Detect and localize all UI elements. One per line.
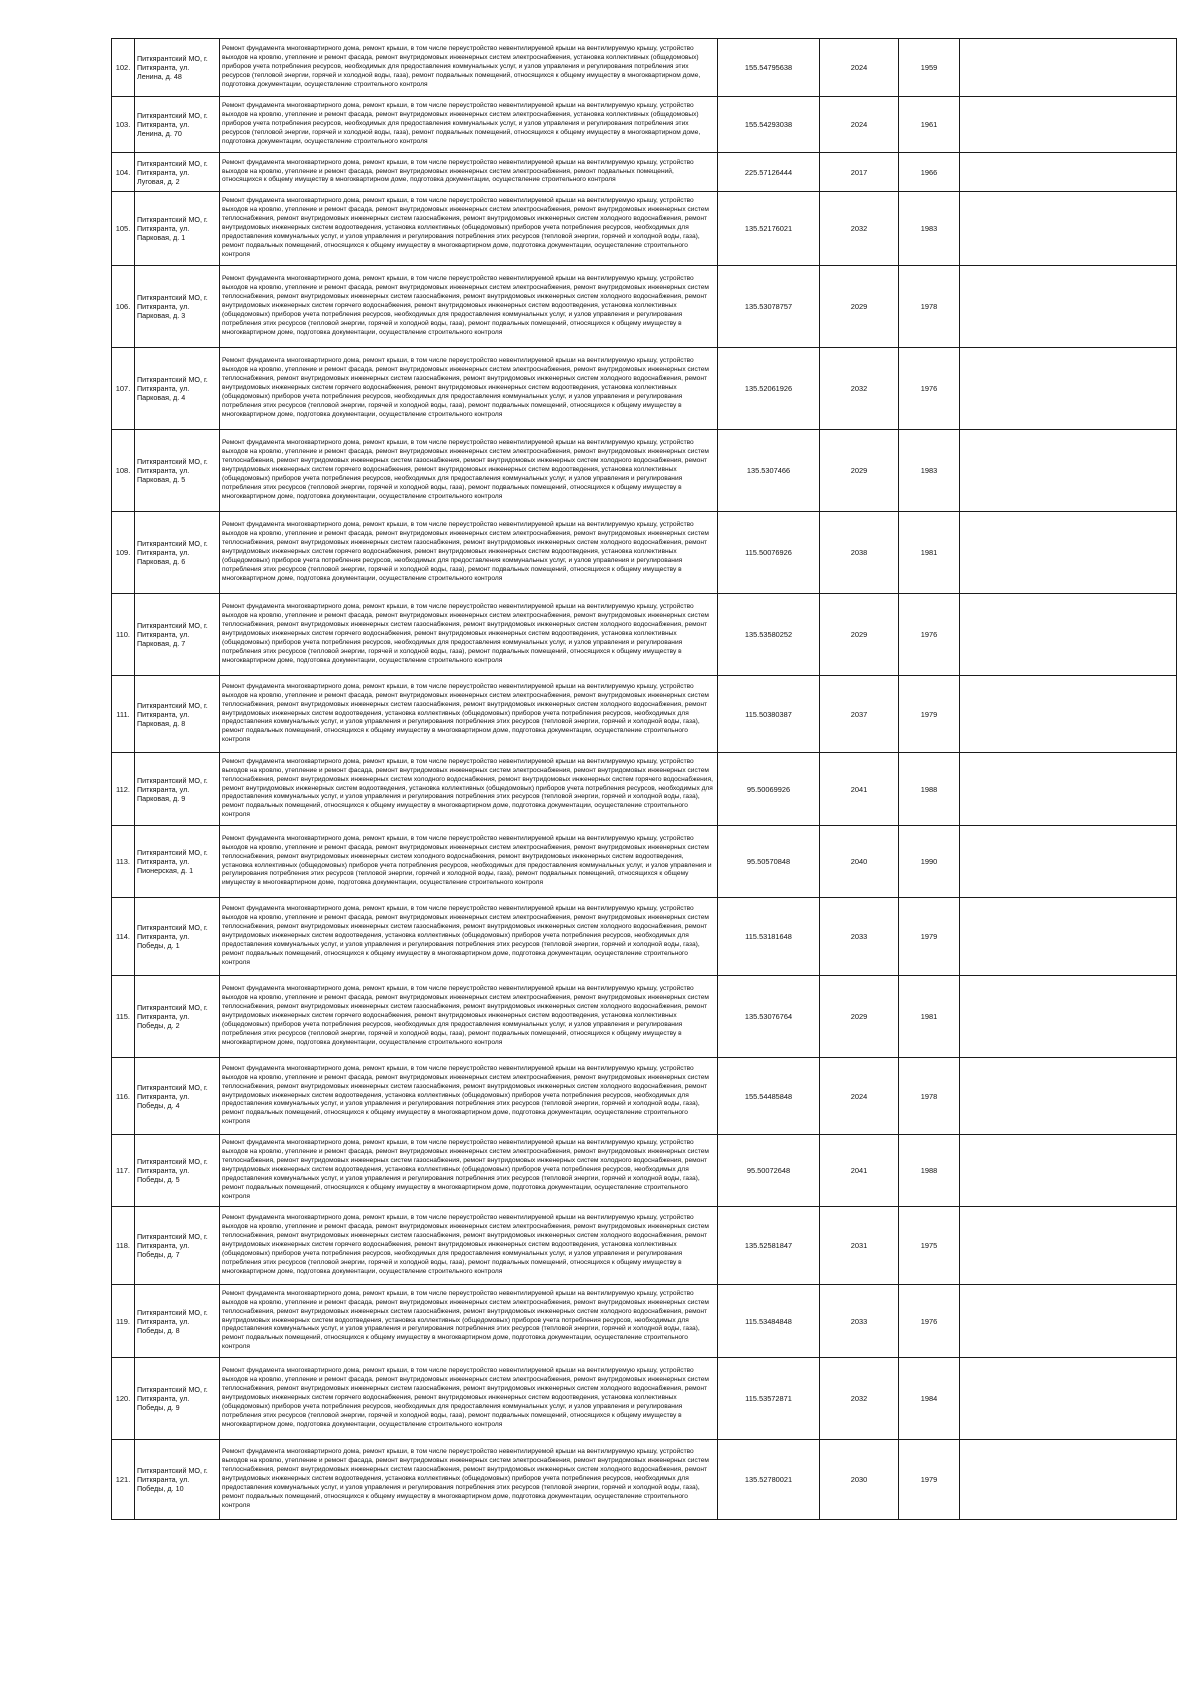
row-number: 112. [112, 753, 135, 826]
row-address: Питкярантский МО, г. Питкяранта, ул. Победы, д. 10 [135, 1440, 220, 1520]
row-number: 106. [112, 266, 135, 348]
row-plan-year: 2024 [820, 39, 899, 97]
row-cost: 115.50076926 [718, 512, 820, 594]
row-plan-year: 2029 [820, 594, 899, 676]
row-cost: 135.52780021 [718, 1440, 820, 1520]
table-row [112, 1285, 1177, 1358]
row-number: 104. [112, 153, 135, 192]
row-number: 105. [112, 192, 135, 266]
row-address: Питкярантский МО, г. Питкяранта, ул. Пионерская, д. 1 [135, 826, 220, 898]
row-number: 120. [112, 1358, 135, 1440]
row-address: Питкярантский МО, г. Питкяранта, ул. Парковая, д. 4 [135, 348, 220, 430]
row-works-list: Ремонт фундамента многоквартирного дома, ремонт крыши, в том числе переустройство невентилируемой крыши на вентилируемую крышу, устройство выходов на кровлю, утепление и ремонт фасада, ремонт внутридомовых инженерных систем электроснабжения, ремонт внутридомовых инженерных систем теплоснабжения, ремонт внутридомовых инженерных систем газоснабжения, ремонт внутридомовых инженерных систем холодного водоснабжения, ремонт внутридомовых инженерных систем водоотведения, установка коллективных (общедомовых) приборов учета потребления ресурсов, необходимых для предоставления коммунальных услуг, и узлов управления и регулирования потребления этих ресурсов (тепловой энергии, горячей и холодной воды, газа), ремонт подвальных помещений, относящихся к общему имуществу в многоквартирном доме, подготовка документации, осуществление строительного контроля [220, 1135, 718, 1207]
row-build-year: 1983 [899, 430, 960, 512]
row-number: 116. [112, 1058, 135, 1135]
row-works-list: Ремонт фундамента многоквартирного дома, ремонт крыши, в том числе переустройство невентилируемой крыши на вентилируемую крышу, устройство выходов на кровлю, утепление и ремонт фасада, ремонт внутридомовых инженерных систем электроснабжения, установка коллективных (общедомовых) приборов учета потребления ресурсов, необходимых для предоставления коммунальных услуг, и узлов управления и регулирования потребления этих ресурсов (тепловой энергии, горячей и холодной воды, газа), ремонт подвальных помещений, относящихся к общему имуществу в многоквартирном доме, подготовка документации, осуществление строительного контроля [220, 97, 718, 153]
row-number: 108. [112, 430, 135, 512]
row-cost: 135.53076764 [718, 976, 820, 1058]
row-works-list: Ремонт фундамента многоквартирного дома, ремонт крыши, в том числе переустройство невентилируемой крыши на вентилируемую крышу, устройство выходов на кровлю, утепление и ремонт фасада, ремонт внутридомовых инженерных систем электроснабжения, ремонт внутридомовых инженерных систем теплоснабжения, ремонт внутридомовых инженерных систем газоснабжения, ремонт внутридомовых инженерных систем холодного водоснабжения, ремонт внутридомовых инженерных систем водоотведения, установка коллективных (общедомовых) приборов учета потребления ресурсов, необходимых для предоставления коммунальных услуг, и узлов управления и регулирования потребления этих ресурсов (тепловой энергии, горячей и холодной воды, газа), ремонт подвальных помещений, относящихся к общему имуществу в многоквартирном доме, подготовка документации, осуществление строительного контроля [220, 898, 718, 976]
row-address: Питкярантский МО, г. Питкяранта, ул. Луговая, д. 2 [135, 153, 220, 192]
row-empty-cell [960, 976, 1177, 1058]
row-build-year: 1990 [899, 826, 960, 898]
table-row [112, 266, 1177, 348]
row-plan-year: 2017 [820, 153, 899, 192]
row-cost: 115.50380387 [718, 676, 820, 753]
row-empty-cell [960, 512, 1177, 594]
row-build-year: 1966 [899, 153, 960, 192]
row-empty-cell [960, 594, 1177, 676]
row-works-list: Ремонт фундамента многоквартирного дома, ремонт крыши, в том числе переустройство невентилируемой крыши на вентилируемую крышу, устройство выходов на кровлю, утепление и ремонт фасада, ремонт внутридомовых инженерных систем электроснабжения, ремонт внутридомовых инженерных систем теплоснабжения, ремонт внутридомовых инженерных систем газоснабжения, ремонт внутридомовых инженерных систем холодного водоснабжения, ремонт внутридомовых инженерных систем горячего водоснабжения, ремонт внутридомовых инженерных систем водоотведения, установка коллективных (общедомовых) приборов учета потребления ресурсов, необходимых для предоставления коммунальных услуг, и узлов управления и регулирования потребления этих ресурсов (тепловой энергии, горячей и холодной воды, газа), ремонт подвальных помещений, относящихся к общему имуществу в многоквартирном доме, подготовка документации, осуществление строительного контроля [220, 976, 718, 1058]
row-address: Питкярантский МО, г. Питкяранта, ул. Парковая, д. 5 [135, 430, 220, 512]
row-number: 117. [112, 1135, 135, 1207]
row-build-year: 1983 [899, 192, 960, 266]
row-build-year: 1978 [899, 1058, 960, 1135]
row-plan-year: 2032 [820, 1358, 899, 1440]
row-build-year: 1975 [899, 1207, 960, 1285]
row-works-list: Ремонт фундамента многоквартирного дома, ремонт крыши, в том числе переустройство невентилируемой крыши на вентилируемую крышу, устройство выходов на кровлю, утепление и ремонт фасада, ремонт внутридомовых инженерных систем электроснабжения, ремонт внутридомовых инженерных систем теплоснабжения, ремонт внутридомовых инженерных систем холодного водоснабжения, ремонт внутридомовых инженерных систем горячего водоснабжения, ремонт внутридомовых инженерных систем водоотведения, установка коллективных (общедомовых) приборов учета потребления ресурсов, необходимых для предоставления коммунальных услуг, и узлов управления и регулирования потребления этих ресурсов (тепловой энергии, горячей и холодной воды, газа), ремонт подвальных помещений, относящихся к общему имуществу в многоквартирном доме, подготовка документации, осуществление строительного контроля [220, 753, 718, 826]
row-works-list: Ремонт фундамента многоквартирного дома, ремонт крыши, в том числе переустройство невентилируемой крыши на вентилируемую крышу, устройство выходов на кровлю, утепление и ремонт фасада, ремонт внутридомовых инженерных систем электроснабжения, ремонт внутридомовых инженерных систем теплоснабжения, ремонт внутридомовых инженерных систем газоснабжения, ремонт внутридомовых инженерных систем холодного водоснабжения, ремонт внутридомовых инженерных систем горячего водоснабжения, ремонт внутридомовых инженерных систем водоотведения, установка коллективных (общедомовых) приборов учета потребления ресурсов, необходимых для предоставления коммунальных услуг, и узлов управления и регулирования потребления этих ресурсов (тепловой энергии, горячей и холодной воды, газа), ремонт подвальных помещений, относящихся к общему имуществу в многоквартирном доме, подготовка документации, осуществление строительного контроля [220, 266, 718, 348]
row-works-list: Ремонт фундамента многоквартирного дома, ремонт крыши, в том числе переустройство невентилируемой крыши на вентилируемую крышу, устройство выходов на кровлю, утепление и ремонт фасада, ремонт внутридомовых инженерных систем электроснабжения, ремонт внутридомовых инженерных систем теплоснабжения, ремонт внутридомовых инженерных систем газоснабжения, ремонт внутридомовых инженерных систем холодного водоснабжения, ремонт внутридомовых инженерных систем горячего водоснабжения, ремонт внутридомовых инженерных систем водоотведения, установка коллективных (общедомовых) приборов учета потребления ресурсов, необходимых для предоставления коммунальных услуг, и узлов управления и регулирования потребления этих ресурсов (тепловой энергии, горячей и холодной воды, газа), ремонт подвальных помещений, относящихся к общему имуществу в многоквартирном доме, подготовка документации, осуществление строительного контроля [220, 1207, 718, 1285]
row-number: 111. [112, 676, 135, 753]
table-row [112, 898, 1177, 976]
table-row [112, 676, 1177, 753]
row-empty-cell [960, 1058, 1177, 1135]
row-plan-year: 2029 [820, 430, 899, 512]
row-build-year: 1976 [899, 594, 960, 676]
row-cost: 135.53078757 [718, 266, 820, 348]
row-plan-year: 2029 [820, 976, 899, 1058]
row-empty-cell [960, 1135, 1177, 1207]
table-row [112, 348, 1177, 430]
row-plan-year: 2041 [820, 1135, 899, 1207]
table-row [112, 753, 1177, 826]
row-empty-cell [960, 266, 1177, 348]
row-empty-cell [960, 753, 1177, 826]
row-plan-year: 2030 [820, 1440, 899, 1520]
row-empty-cell [960, 430, 1177, 512]
row-build-year: 1979 [899, 1440, 960, 1520]
row-empty-cell [960, 348, 1177, 430]
row-number: 107. [112, 348, 135, 430]
table-row [112, 1058, 1177, 1135]
row-address: Питкярантский МО, г. Питкяранта, ул. Парковая, д. 7 [135, 594, 220, 676]
row-address: Питкярантский МО, г. Питкяранта, ул. Парковая, д. 9 [135, 753, 220, 826]
row-address: Питкярантский МО, г. Питкяранта, ул. Победы, д. 9 [135, 1358, 220, 1440]
row-cost: 155.54795638 [718, 39, 820, 97]
row-works-list: Ремонт фундамента многоквартирного дома, ремонт крыши, в том числе переустройство невентилируемой крыши на вентилируемую крышу, устройство выходов на кровлю, утепление и ремонт фасада, ремонт внутридомовых инженерных систем электроснабжения, ремонт внутридомовых инженерных систем теплоснабжения, ремонт внутридомовых инженерных систем газоснабжения, ремонт внутридомовых инженерных систем холодного водоснабжения, ремонт внутридомовых инженерных систем горячего водоснабжения, ремонт внутридомовых инженерных систем водоотведения, установка коллективных (общедомовых) приборов учета потребления ресурсов, необходимых для предоставления коммунальных услуг, и узлов управления и регулирования потребления этих ресурсов (тепловой энергии, горячей и холодной воды, газа), ремонт подвальных помещений, относящихся к общему имуществу в многоквартирном доме, подготовка документации, осуществление строительного контроля [220, 512, 718, 594]
table-row [112, 430, 1177, 512]
row-build-year: 1976 [899, 1285, 960, 1358]
row-works-list: Ремонт фундамента многоквартирного дома, ремонт крыши, в том числе переустройство невентилируемой крыши на вентилируемую крышу, устройство выходов на кровлю, утепление и ремонт фасада, ремонт внутридомовых инженерных систем электроснабжения, ремонт внутридомовых инженерных систем теплоснабжения, ремонт внутридомовых инженерных систем газоснабжения, ремонт внутридомовых инженерных систем холодного водоснабжения, ремонт внутридомовых инженерных систем горячего водоснабжения, ремонт внутридомовых инженерных систем водоотведения, установка коллективных (общедомовых) приборов учета потребления ресурсов, необходимых для предоставления коммунальных услуг, и узлов управления и регулирования потребления этих ресурсов (тепловой энергии, горячей и холодной воды, газа), ремонт подвальных помещений, относящихся к общему имуществу в многоквартирном доме, подготовка документации, осуществление строительного контроля [220, 594, 718, 676]
row-cost: 135.5307466 [718, 430, 820, 512]
row-works-list: Ремонт фундамента многоквартирного дома, ремонт крыши, в том числе переустройство невентилируемой крыши на вентилируемую крышу, устройство выходов на кровлю, утепление и ремонт фасада, ремонт внутридомовых инженерных систем электроснабжения, ремонт внутридомовых инженерных систем теплоснабжения, ремонт внутридомовых инженерных систем газоснабжения, ремонт внутридомовых инженерных систем холодного водоснабжения, ремонт внутридомовых инженерных систем горячего водоснабжения, ремонт внутридомовых инженерных систем водоотведения, установка коллективных (общедомовых) приборов учета потребления ресурсов, необходимых для предоставления коммунальных услуг, и узлов управления и регулирования потребления этих ресурсов (тепловой энергии, горячей и холодной воды, газа), ремонт подвальных помещений, относящихся к общему имуществу в многоквартирном доме, подготовка документации, осуществление строительного контроля [220, 430, 718, 512]
row-address: Питкярантский МО, г. Питкяранта, ул. Парковая, д. 3 [135, 266, 220, 348]
row-plan-year: 2040 [820, 826, 899, 898]
row-address: Питкярантский МО, г. Питкяранта, ул. Ленина, д. 70 [135, 97, 220, 153]
table-row [112, 1207, 1177, 1285]
row-number: 110. [112, 594, 135, 676]
table-row [112, 97, 1177, 153]
row-build-year: 1979 [899, 898, 960, 976]
row-number: 114. [112, 898, 135, 976]
row-build-year: 1984 [899, 1358, 960, 1440]
row-cost: 95.50069926 [718, 753, 820, 826]
row-number: 102. [112, 39, 135, 97]
table-row [112, 594, 1177, 676]
row-plan-year: 2031 [820, 1207, 899, 1285]
row-empty-cell [960, 676, 1177, 753]
row-empty-cell [960, 898, 1177, 976]
row-address: Питкярантский МО, г. Питкяранта, ул. Победы, д. 4 [135, 1058, 220, 1135]
table-body [112, 39, 1177, 1520]
row-works-list: Ремонт фундамента многоквартирного дома, ремонт крыши, в том числе переустройство невентилируемой крыши на вентилируемую крышу, устройство выходов на кровлю, утепление и ремонт фасада, ремонт внутридомовых инженерных систем электроснабжения, ремонт подвальных помещений, относящихся к общему имуществу в многоквартирном доме, подготовка документации, осуществление строительного контроля [220, 153, 718, 192]
row-number: 109. [112, 512, 135, 594]
row-cost: 115.53181648 [718, 898, 820, 976]
row-plan-year: 2024 [820, 97, 899, 153]
row-address: Питкярантский МО, г. Питкяранта, ул. Победы, д. 7 [135, 1207, 220, 1285]
row-cost: 155.54293038 [718, 97, 820, 153]
table-row [112, 976, 1177, 1058]
row-empty-cell [960, 1358, 1177, 1440]
row-cost: 135.52176021 [718, 192, 820, 266]
row-cost: 155.54485848 [718, 1058, 820, 1135]
row-empty-cell [960, 826, 1177, 898]
row-cost: 135.53580252 [718, 594, 820, 676]
row-plan-year: 2038 [820, 512, 899, 594]
row-address: Питкярантский МО, г. Питкяранта, ул. Победы, д. 5 [135, 1135, 220, 1207]
row-plan-year: 2032 [820, 348, 899, 430]
row-empty-cell [960, 1207, 1177, 1285]
row-works-list: Ремонт фундамента многоквартирного дома, ремонт крыши, в том числе переустройство невентилируемой крыши на вентилируемую крышу, устройство выходов на кровлю, утепление и ремонт фасада, ремонт внутридомовых инженерных систем электроснабжения, ремонт внутридомовых инженерных систем теплоснабжения, ремонт внутридомовых инженерных систем газоснабжения, ремонт внутридомовых инженерных систем холодного водоснабжения, ремонт внутридомовых инженерных систем горячего водоснабжения, ремонт внутридомовых инженерных систем водоотведения, установка коллективных (общедомовых) приборов учета потребления ресурсов, необходимых для предоставления коммунальных услуг, и узлов управления и регулирования потребления этих ресурсов (тепловой энергии, горячей и холодной воды, газа), ремонт подвальных помещений, относящихся к общему имуществу в многоквартирном доме, подготовка документации, осуществление строительного контроля [220, 348, 718, 430]
row-address: Питкярантский МО, г. Питкяранта, ул. Ленина, д. 48 [135, 39, 220, 97]
row-plan-year: 2024 [820, 1058, 899, 1135]
row-number: 121. [112, 1440, 135, 1520]
row-works-list: Ремонт фундамента многоквартирного дома, ремонт крыши, в том числе переустройство невентилируемой крыши на вентилируемую крышу, устройство выходов на кровлю, утепление и ремонт фасада, ремонт внутридомовых инженерных систем электроснабжения, ремонт внутридомовых инженерных систем теплоснабжения, ремонт внутридомовых инженерных систем газоснабжения, ремонт внутридомовых инженерных систем холодного водоснабжения, ремонт внутридомовых инженерных систем водоотведения, установка коллективных (общедомовых) приборов учета потребления ресурсов, необходимых для предоставления коммунальных услуг, и узлов управления и регулирования потребления этих ресурсов (тепловой энергии, горячей и холодной воды, газа), ремонт подвальных помещений, относящихся к общему имуществу в многоквартирном доме, подготовка документации, осуществление строительного контроля [220, 1285, 718, 1358]
row-build-year: 1981 [899, 976, 960, 1058]
row-number: 119. [112, 1285, 135, 1358]
row-plan-year: 2029 [820, 266, 899, 348]
row-works-list: Ремонт фундамента многоквартирного дома, ремонт крыши, в том числе переустройство невентилируемой крыши на вентилируемую крышу, устройство выходов на кровлю, утепление и ремонт фасада, ремонт внутридомовых инженерных систем электроснабжения, ремонт внутридомовых инженерных систем теплоснабжения, ремонт внутридомовых инженерных систем газоснабжения, ремонт внутридомовых инженерных систем холодного водоснабжения, ремонт внутридомовых инженерных систем водоотведения, установка коллективных (общедомовых) приборов учета потребления ресурсов, необходимых для предоставления коммунальных услуг, и узлов управления и регулирования потребления этих ресурсов (тепловой энергии, горячей и холодной воды, газа), ремонт подвальных помещений, относящихся к общему имуществу в многоквартирном доме, подготовка документации, осуществление строительного контроля [220, 676, 718, 753]
row-plan-year: 2033 [820, 1285, 899, 1358]
row-build-year: 1961 [899, 97, 960, 153]
row-build-year: 1978 [899, 266, 960, 348]
table-row [112, 39, 1177, 97]
row-empty-cell [960, 1285, 1177, 1358]
row-plan-year: 2041 [820, 753, 899, 826]
row-build-year: 1959 [899, 39, 960, 97]
row-works-list: Ремонт фундамента многоквартирного дома, ремонт крыши, в том числе переустройство невентилируемой крыши на вентилируемую крышу, устройство выходов на кровлю, утепление и ремонт фасада, ремонт внутридомовых инженерных систем электроснабжения, ремонт внутридомовых инженерных систем теплоснабжения, ремонт внутридомовых инженерных систем холодного водоснабжения, ремонт внутридомовых инженерных систем водоотведения, установка коллективных (общедомовых) приборов учета потребления ресурсов, необходимых для предоставления коммунальных услуг, и узлов управления и регулирования потребления этих ресурсов (тепловой энергии, горячей и холодной воды, газа), ремонт подвальных помещений, относящихся к общему имуществу в многоквартирном доме, подготовка документации, осуществление строительного контроля [220, 826, 718, 898]
row-empty-cell [960, 153, 1177, 192]
row-cost: 95.50072648 [718, 1135, 820, 1207]
row-address: Питкярантский МО, г. Питкяранта, ул. Парковая, д. 8 [135, 676, 220, 753]
row-plan-year: 2033 [820, 898, 899, 976]
table-row [112, 1440, 1177, 1520]
row-cost: 225.57126444 [718, 153, 820, 192]
row-build-year: 1988 [899, 753, 960, 826]
row-plan-year: 2032 [820, 192, 899, 266]
row-address: Питкярантский МО, г. Питкяранта, ул. Парковая, д. 6 [135, 512, 220, 594]
row-cost: 135.52581847 [718, 1207, 820, 1285]
row-number: 103. [112, 97, 135, 153]
table-row [112, 826, 1177, 898]
table-row [112, 1358, 1177, 1440]
row-works-list: Ремонт фундамента многоквартирного дома, ремонт крыши, в том числе переустройство невентилируемой крыши на вентилируемую крышу, устройство выходов на кровлю, утепление и ремонт фасада, ремонт внутридомовых инженерных систем электроснабжения, ремонт внутридомовых инженерных систем теплоснабжения, ремонт внутридомовых инженерных систем газоснабжения, ремонт внутридомовых инженерных систем холодного водоснабжения, ремонт внутридомовых инженерных систем водоотведения, установка коллективных (общедомовых) приборов учета потребления ресурсов, необходимых для предоставления коммунальных услуг, и узлов управления и регулирования потребления этих ресурсов (тепловой энергии, горячей и холодной воды, газа), ремонт подвальных помещений, относящихся к общему имуществу в многоквартирном доме, подготовка документации, осуществление строительного контроля [220, 1440, 718, 1520]
row-cost: 95.50570848 [718, 826, 820, 898]
row-address: Питкярантский МО, г. Питкяранта, ул. Победы, д. 1 [135, 898, 220, 976]
row-empty-cell [960, 1440, 1177, 1520]
row-build-year: 1979 [899, 676, 960, 753]
row-number: 118. [112, 1207, 135, 1285]
row-empty-cell [960, 192, 1177, 266]
row-works-list: Ремонт фундамента многоквартирного дома, ремонт крыши, в том числе переустройство невентилируемой крыши на вентилируемую крышу, устройство выходов на кровлю, утепление и ремонт фасада, ремонт внутридомовых инженерных систем электроснабжения, ремонт внутридомовых инженерных систем теплоснабжения, ремонт внутридомовых инженерных систем газоснабжения, ремонт внутридомовых инженерных систем холодного водоснабжения, ремонт внутридомовых инженерных систем водоотведения, установка коллективных (общедомовых) приборов учета потребления ресурсов, необходимых для предоставления коммунальных услуг, и узлов управления и регулирования потребления этих ресурсов (тепловой энергии, горячей и холодной воды, газа), ремонт подвальных помещений, относящихся к общему имуществу в многоквартирном доме, подготовка документации, осуществление строительного контроля [220, 1058, 718, 1135]
row-works-list: Ремонт фундамента многоквартирного дома, ремонт крыши, в том числе переустройство невентилируемой крыши на вентилируемую крышу, устройство выходов на кровлю, утепление и ремонт фасада, ремонт внутридомовых инженерных систем электроснабжения, установка коллективных (общедомовых) приборов учета потребления ресурсов, необходимых для предоставления коммунальных услуг, и узлов управления и регулирования потребления этих ресурсов (тепловой энергии, горячей и холодной воды, газа), ремонт подвальных помещений, относящихся к общему имуществу в многоквартирном доме, подготовка документации, осуществление строительного контроля [220, 39, 718, 97]
row-build-year: 1988 [899, 1135, 960, 1207]
row-empty-cell [960, 97, 1177, 153]
row-address: Питкярантский МО, г. Питкяранта, ул. Победы, д. 8 [135, 1285, 220, 1358]
row-cost: 115.53484848 [718, 1285, 820, 1358]
row-plan-year: 2037 [820, 676, 899, 753]
capital-repair-table [111, 38, 1177, 1520]
row-works-list: Ремонт фундамента многоквартирного дома, ремонт крыши, в том числе переустройство невентилируемой крыши на вентилируемую крышу, устройство выходов на кровлю, утепление и ремонт фасада, ремонт внутридомовых инженерных систем электроснабжения, ремонт внутридомовых инженерных систем теплоснабжения, ремонт внутридомовых инженерных систем газоснабжения, ремонт внутридомовых инженерных систем холодного водоснабжения, ремонт внутридомовых инженерных систем водоотведения, установка коллективных (общедомовых) приборов учета потребления ресурсов, необходимых для предоставления коммунальных услуг, и узлов управления и регулирования потребления этих ресурсов (тепловой энергии, горячей и холодной воды, газа), ремонт подвальных помещений, относящихся к общему имуществу в многоквартирном доме, подготовка документации, осуществление строительного контроля [220, 192, 718, 266]
table-row [112, 1135, 1177, 1207]
row-number: 113. [112, 826, 135, 898]
row-works-list: Ремонт фундамента многоквартирного дома, ремонт крыши, в том числе переустройство невентилируемой крыши на вентилируемую крышу, устройство выходов на кровлю, утепление и ремонт фасада, ремонт внутридомовых инженерных систем электроснабжения, ремонт внутридомовых инженерных систем теплоснабжения, ремонт внутридомовых инженерных систем газоснабжения, ремонт внутридомовых инженерных систем холодного водоснабжения, ремонт внутридомовых инженерных систем горячего водоснабжения, ремонт внутридомовых инженерных систем водоотведения, установка коллективных (общедомовых) приборов учета потребления ресурсов, необходимых для предоставления коммунальных услуг, и узлов управления и регулирования потребления этих ресурсов (тепловой энергии, горячей и холодной воды, газа), ремонт подвальных помещений, относящихся к общему имуществу в многоквартирном доме, подготовка документации, осуществление строительного контроля [220, 1358, 718, 1440]
row-empty-cell [960, 39, 1177, 97]
table-row [112, 153, 1177, 192]
row-build-year: 1981 [899, 512, 960, 594]
row-address: Питкярантский МО, г. Питкяранта, ул. Победы, д. 2 [135, 976, 220, 1058]
table-row [112, 512, 1177, 594]
row-cost: 135.52061926 [718, 348, 820, 430]
row-build-year: 1976 [899, 348, 960, 430]
row-address: Питкярантский МО, г. Питкяранта, ул. Парковая, д. 1 [135, 192, 220, 266]
table-row [112, 192, 1177, 266]
row-cost: 115.53572871 [718, 1358, 820, 1440]
row-number: 115. [112, 976, 135, 1058]
